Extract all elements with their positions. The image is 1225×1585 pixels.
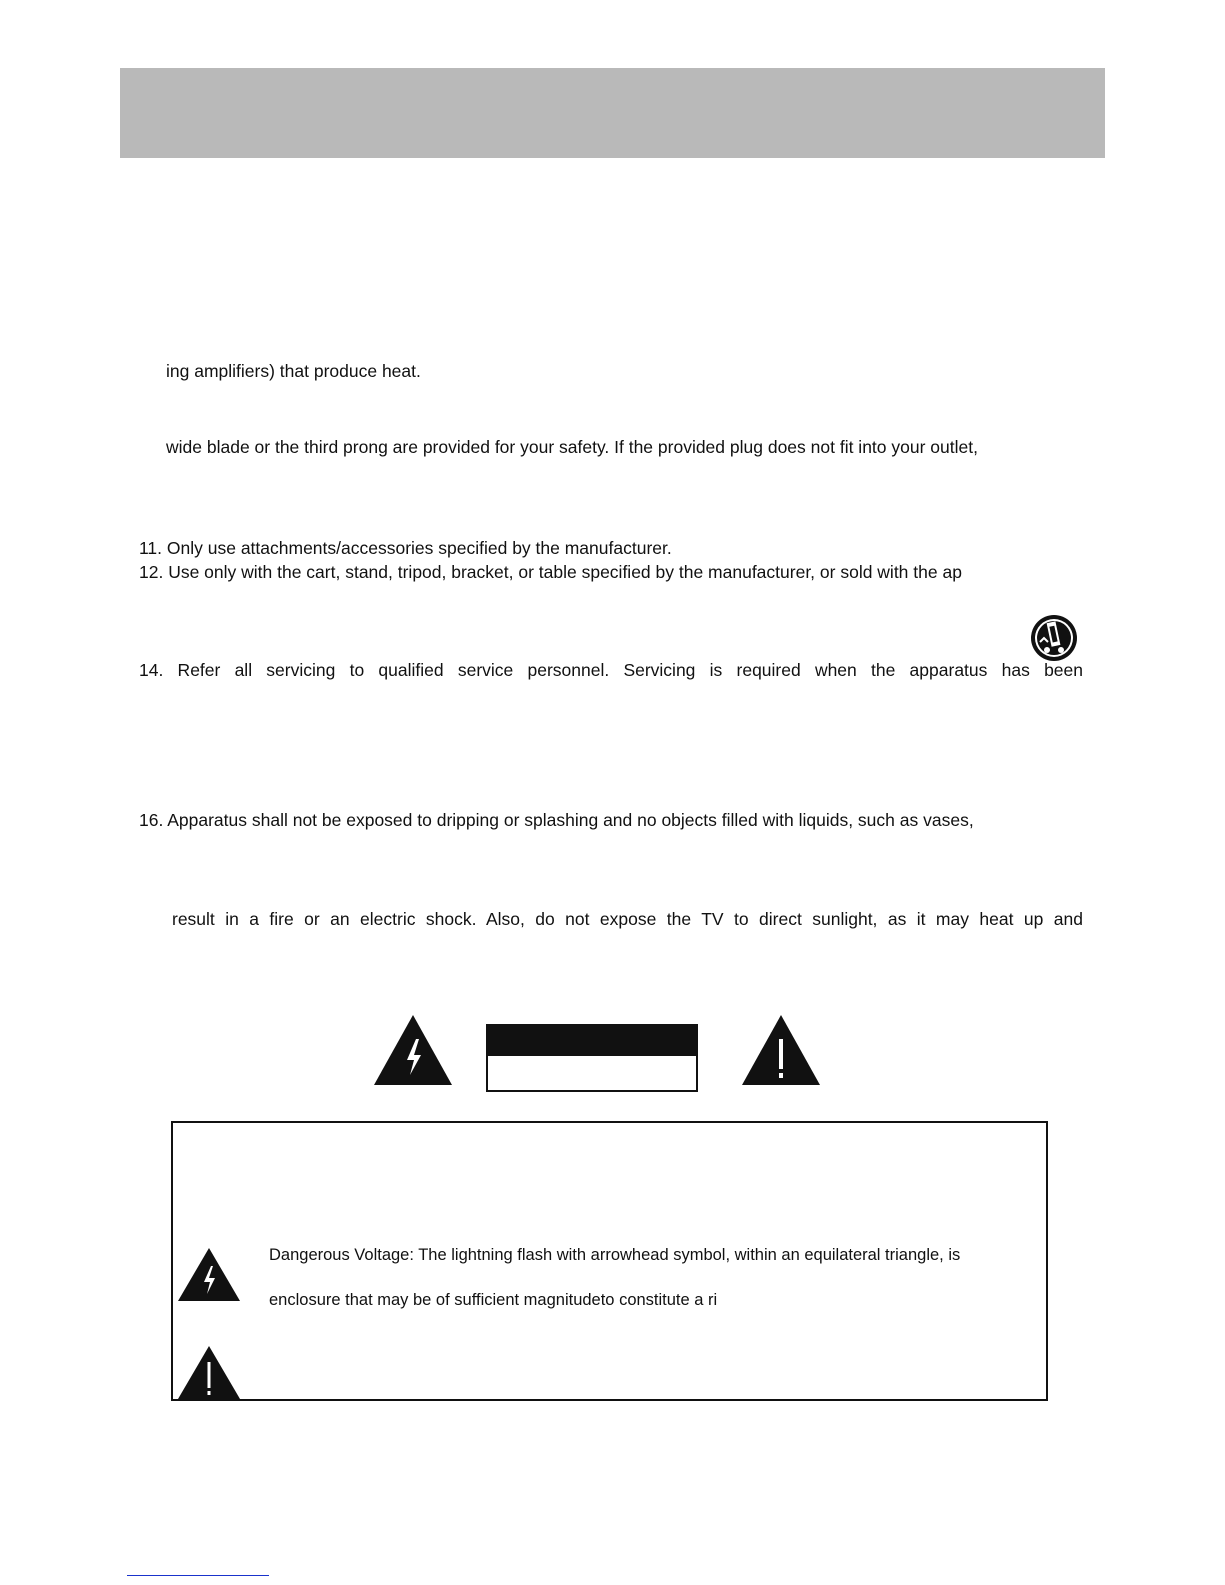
list-item-12: 12. Use only with the cart, stand, tripod, bracket, or table specified by the manufacturer, or sold with the ap xyxy=(139,562,962,582)
caution-label-header xyxy=(488,1026,696,1056)
list-item-11: 11. Only use attachments/accessories specified by the manufacturer. xyxy=(139,538,672,558)
text-line-fire-shock: result in a fire or an electric shock. Also, do not expose the TV to direct sunlight, as it may heat up and xyxy=(172,909,1083,929)
cart-tip-warning-icon xyxy=(1028,612,1080,664)
exclamation-warning-icon xyxy=(176,1344,242,1401)
dangerous-voltage-text: Dangerous Voltage: The lightning flash with arrowhead symbol, within an equilateral triangle, is xyxy=(269,1246,961,1264)
lightning-warning-icon xyxy=(372,1013,454,1087)
header-band xyxy=(120,68,1105,158)
lightning-warning-icon xyxy=(176,1246,242,1303)
text-line-wide-blade: wide blade or the third prong are provided for your safety. If the provided plug does not fit into your outlet, xyxy=(166,437,978,457)
list-item-14: 14. Refer all servicing to qualified service personnel. Servicing is required when the apparatus has been xyxy=(139,660,1083,680)
list-item-16: 16. Apparatus shall not be exposed to dripping or splashing and no objects filled with liquids, such as vases, xyxy=(139,810,974,830)
footer-link-underline xyxy=(127,1575,269,1576)
exclamation-warning-icon xyxy=(740,1013,822,1087)
text-line-amplifiers: ing amplifiers) that produce heat. xyxy=(166,361,421,381)
caution-label xyxy=(486,1024,698,1092)
symbol-explanation-box xyxy=(171,1121,1048,1401)
enclosure-text: enclosure that may be of sufficient magnitudeto constitute a ri xyxy=(269,1291,718,1309)
